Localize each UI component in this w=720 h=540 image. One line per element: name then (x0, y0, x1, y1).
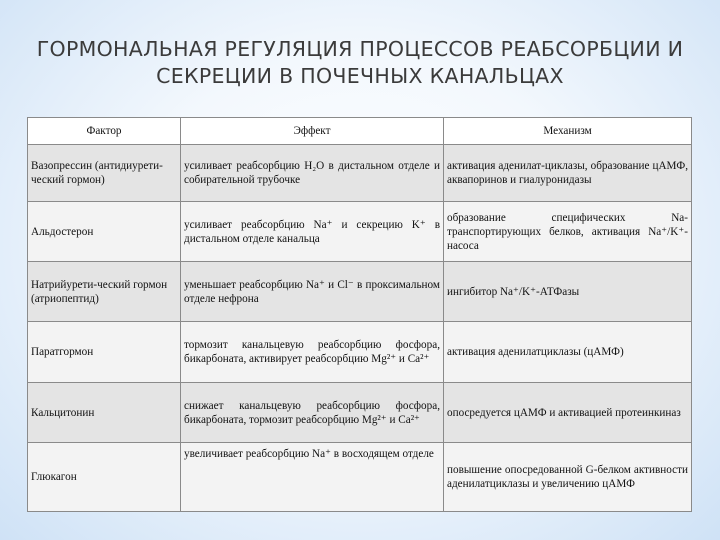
header-mechanism: Механизм (444, 118, 692, 145)
table-row (28, 145, 692, 202)
table-header-row (28, 118, 692, 145)
table-row (28, 202, 692, 262)
factor-cell: Глюкагон (28, 443, 181, 512)
slide-title-line-2: СЕКРЕЦИИ В ПОЧЕЧНЫХ КАНАЛЬЦАХ (156, 64, 564, 88)
effect-cell: усиливает реабсорбцию H₂O в дистальном отделе и собирательной трубочке (181, 145, 444, 202)
table-row (28, 443, 692, 512)
header-factor: Фактор (28, 118, 181, 145)
mechanism-cell: образование специфических Na-транспортирующих белков, активация Na⁺/K⁺-насоса (444, 202, 692, 262)
effect-cell: снижает канальцевую реабсорбцию фосфора, бикарбоната, тормозит реабсорбцию Mg²⁺ и Ca²⁺ (181, 383, 444, 443)
mechanism-cell: активация аденилатциклазы (цАМФ) (444, 322, 692, 383)
table-row (28, 322, 692, 383)
effect-cell: уменьшает реабсорбцию Na⁺ и Cl⁻ в проксимальном отделе нефрона (181, 262, 444, 322)
slide-title-line-1: ГОРМОНАЛЬНАЯ РЕГУЛЯЦИЯ ПРОЦЕССОВ РЕАБСОРБЦИИ И (36, 37, 684, 61)
effect-cell: тормозит канальцевую реабсорбцию фосфора, бикарбоната, активирует реабсорбцию Mg²⁺ и Ca²⁺ (181, 322, 444, 383)
factor-cell: Кальцитонин (28, 383, 181, 443)
factor-cell: Вазопрессин (антидиурети-ческий гормон) (28, 145, 181, 202)
slide-title (20, 36, 700, 90)
effect-cell: увеличивает реабсорбцию Na⁺ в восходящем отделе (181, 443, 444, 512)
table-row (28, 383, 692, 443)
mechanism-cell: ингибитор Na⁺/K⁺-АТФазы (444, 262, 692, 322)
mechanism-cell: опосредуется цАМФ и активацией протеинкиназ (444, 383, 692, 443)
table-row (28, 262, 692, 322)
factor-cell: Натрийурети-ческий гормон (атриопептид) (28, 262, 181, 322)
header-effect: Эффект (181, 118, 444, 145)
mechanism-cell: активация аденилат-циклазы, образование цАМФ, аквапоринов и гиалуронидазы (444, 145, 692, 202)
factor-cell: Паратгормон (28, 322, 181, 383)
factor-cell: Альдостерон (28, 202, 181, 262)
effect-cell: усиливает реабсорбцию Na⁺ и секрецию K⁺ в дистальном отделе канальца (181, 202, 444, 262)
hormone-regulation-table (27, 117, 692, 512)
mechanism-cell: повышение опосредованной G-белком активности аденилатциклазы и увеличению цАМФ (444, 443, 692, 512)
